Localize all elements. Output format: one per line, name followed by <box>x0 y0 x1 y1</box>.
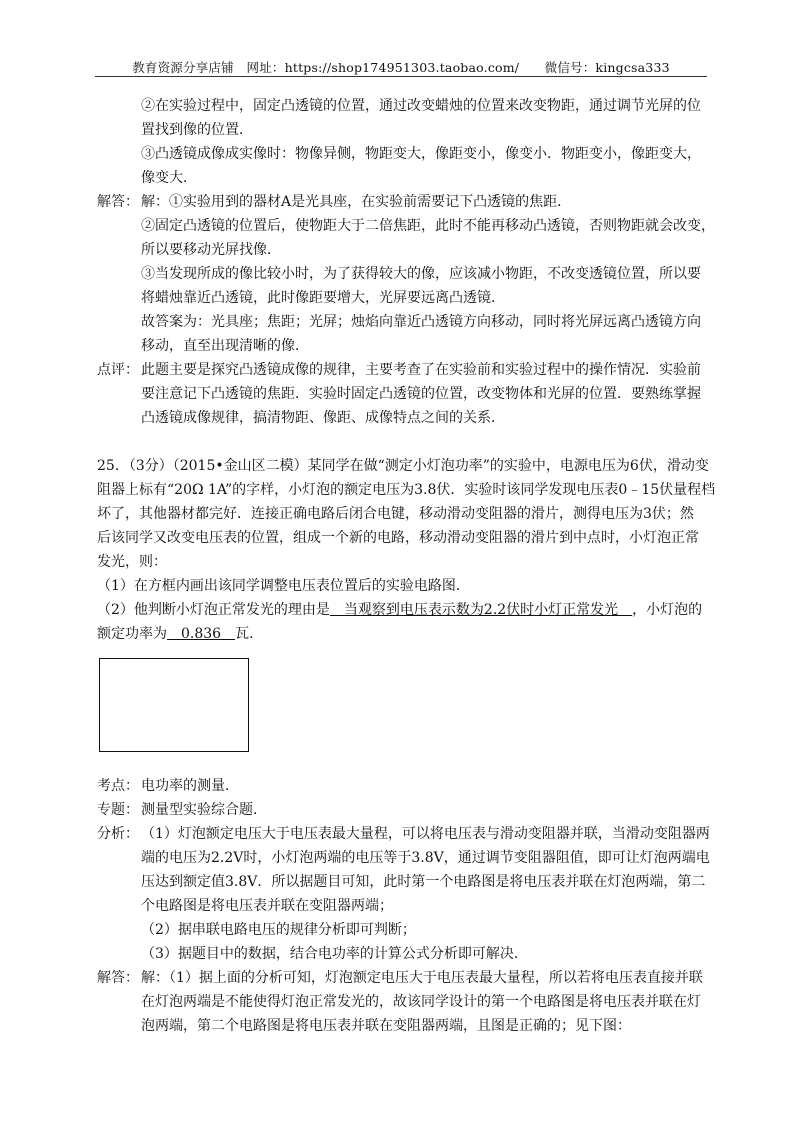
analysis25-line: 压达到额定值3.8V．所以据题目可知，此时第一个电路图是将电压表并联在灯泡两端，第二 <box>141 874 706 890</box>
question-25-stem: 后该同学又改变电压表的位置，组成一个新的电路，移动滑动变阻器的滑片到中点时，小灯泡正常 <box>97 530 699 546</box>
analysis25-line: （3）据题目中的数据，结合电功率的计算公式分析即可解决． <box>141 946 528 962</box>
answer25-line: 在灯泡两端是不能使得灯泡正常发光的，故该同学设计的第一个电路图是将电压表并联在灯 <box>141 994 701 1010</box>
answer-blank: 当观察到电压表示数为2.2伏时小灯正常发光 <box>329 602 633 618</box>
answer24-line: ③当发现所成的像比较小时，为了获得较大的像，应该减小物距，不改变透镜位置，所以要 <box>141 266 701 282</box>
analysis-label: 分析： <box>97 826 139 842</box>
analysis-continued-line: ③凸透镜成像成实像时：物像异侧，物距变大，像距变小，像变小．物距变小，像距变大， <box>141 146 701 162</box>
analysis25-line: 个电路图是将电压表并联在变阻器两端； <box>141 898 393 914</box>
answer-blank: 0.836 <box>167 626 236 642</box>
question-25-part1: （1）在方框内画出该同学调整电压表位置后的实验电路图． <box>97 578 470 594</box>
answer24-line: 解答： 解：①实验用到的器材A是光具座，在实验前需要记下凸透镜的焦距． <box>97 190 705 214</box>
question-25-stem: 阻器上标有“20Ω 1A”的字样，小灯泡的额定电压为3.8伏．实验时该同学发现电压表0﹣15伏量程档 <box>97 482 716 498</box>
answer-label: 解答： <box>97 970 139 986</box>
page-header: 教育资源分享店铺 网址：https://shop174951303.taobao.com/ 微信号：kingcsa333 <box>132 60 670 75</box>
analysis-continued-line: 置找到像的位置． <box>141 122 253 138</box>
question-25-stem: 坏了，其他器材都完好．连接正确电路后闭合电键，移动滑动变阻器的滑片，测得电压为3伏；然 <box>97 506 694 522</box>
answer25-line: 泡两端，第二个电路图是将电压表并联在变阻器两端，且图是正确的；见下图： <box>141 1018 631 1034</box>
question-25-stem: 发光，则： <box>97 554 167 570</box>
comment-label: 点评： <box>97 362 139 378</box>
analysis25-line: （2）据串联电路电压的规律分析即可判断； <box>141 922 416 938</box>
question-25-stem: 25．（3分）（2015•金山区二模）某同学在做“测定小灯泡功率”的实验中，电源电压为6伏，滑动变 <box>97 458 709 474</box>
analysis25-line: 端的电压为2.2V时，小灯泡两端的电压等于3.8V，通过调节变阻器阻值，即可让灯泡两端电 <box>141 850 710 866</box>
kaodian-line: 考点： 电功率的测量． <box>97 778 239 794</box>
answer24-line: 移动，直至出现清晰的像． <box>141 338 309 354</box>
answer24-line: ②固定凸透镜的位置后，使物距大于二倍焦距，此时不能再移动凸透镜，否则物距就会改变， <box>141 218 715 234</box>
answer24-line: 将蜡烛靠近凸透镜，此时像距要增大，光屏要远离凸透镜． <box>141 290 505 306</box>
comment24-line: 凸透镜成像规律，搞清物距、像距、成像特点之间的关系． <box>141 410 505 426</box>
question-25-part3: 额定功率为 0.836 瓦． <box>97 626 264 642</box>
answer24-line: 故答案为：光具座；焦距；光屏；烛焰向靠近凸透镜方向移动，同时将光屏远离凸透镜方向 <box>141 314 701 330</box>
document-body <box>97 94 716 1038</box>
circuit-diagram-box <box>99 658 249 752</box>
answer25-line: 解答： 解：（1）据上面的分析可知，灯泡额定电压大于电压表最大量程，所以若将电压表直接并联 <box>97 966 705 990</box>
answer24-line: 所以要移动光屏找像． <box>141 242 281 258</box>
analysis-continued-line: ②在实验过程中，固定凸透镜的位置，通过改变蜡烛的位置来改变物距，通过调节光屏的位 <box>141 98 701 114</box>
comment24-line: 点评： 此题主要是探究凸透镜成像的规律，主要考查了在实验前和实验过程中的操作情况．实验前 <box>97 358 705 382</box>
zhuanti-line: 专题： 测量型实验综合题． <box>97 802 267 818</box>
comment24-line: 要注意记下凸透镜的焦距．实验时固定凸透镜的位置，改变物体和光屏的位置．要熟练掌握 <box>141 386 701 402</box>
analysis-continued-line: 像变大． <box>141 170 197 186</box>
header-divider <box>95 76 707 77</box>
question-25-part2: （2）他判断小灯泡正常发光的理由是 当观察到电压表示数为2.2伏时小灯正常发光 ，小灯泡的 <box>97 602 703 618</box>
analysis25-line: 分析： （1）灯泡额定电压大于电压表最大量程，可以将电压表与滑动变阻器并联，当滑动变阻器两 <box>97 822 705 846</box>
answer-label: 解答： <box>97 194 139 210</box>
